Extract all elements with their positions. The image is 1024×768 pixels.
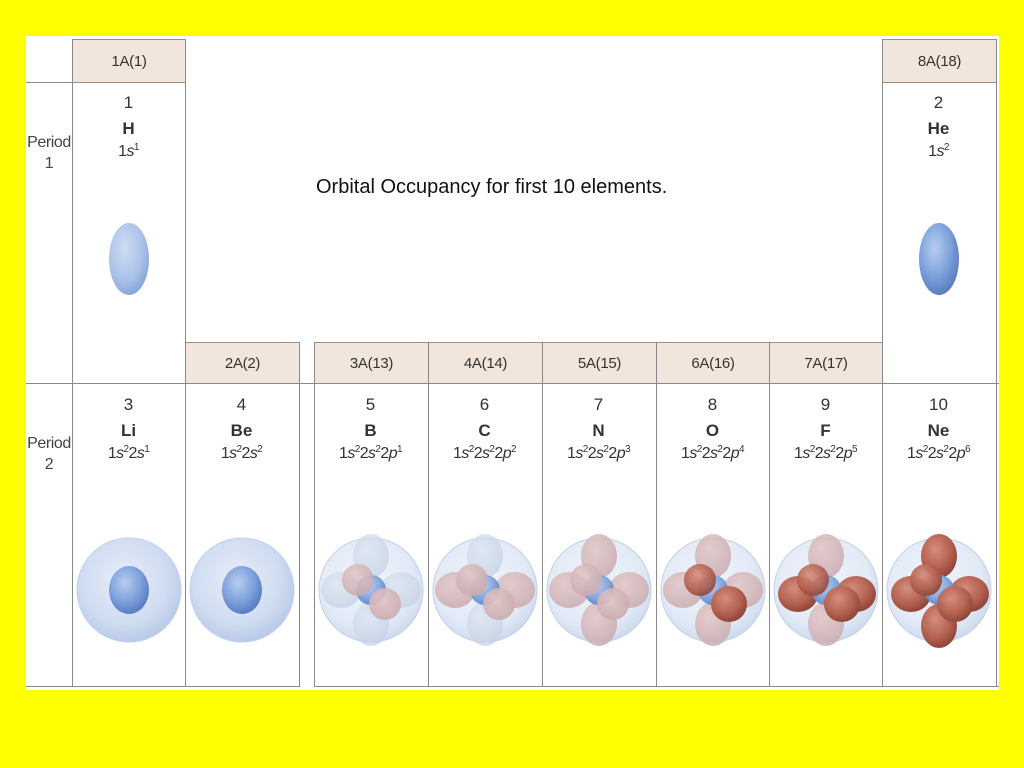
config-electrons: 2 <box>830 444 836 455</box>
group-header-2a: 2A(2) <box>185 342 300 384</box>
orbital-1s-h <box>107 221 151 297</box>
config-electrons: 2 <box>354 444 360 455</box>
divider-v10 <box>996 39 997 687</box>
orbital-diagram-6 <box>428 498 541 678</box>
element-symbol: N <box>592 421 605 440</box>
electron-configuration <box>769 442 882 466</box>
p-orbital-lobe-pz1 <box>456 564 488 596</box>
element-symbol: He <box>927 119 950 138</box>
config-subshell: p <box>956 445 966 462</box>
config-shell: 1 <box>220 445 230 462</box>
p-orbital-lobe-pz2 <box>369 588 401 620</box>
config-shell: 2 <box>701 445 711 462</box>
config-subshell: s <box>229 445 237 462</box>
divider-period2-top <box>26 383 999 384</box>
p-orbital-lobe-pz1 <box>797 564 829 596</box>
element-symbol: Be <box>230 421 253 440</box>
p-orbital-lobe-pz2 <box>824 586 860 622</box>
divider-bottom <box>26 686 300 687</box>
orbital-diagram-3 <box>72 498 185 678</box>
orbital-1s <box>919 223 959 295</box>
atomic-number: 1 <box>123 93 134 112</box>
group-header-1a: 1A(1) <box>72 39 186 83</box>
electron-configuration <box>656 442 769 466</box>
config-subshell: p <box>843 445 853 462</box>
config-shell: 2 <box>473 445 483 462</box>
divider-period1-top <box>26 82 72 83</box>
config-subshell: s <box>126 143 134 160</box>
config-subshell: s <box>710 445 718 462</box>
config-shell: 1 <box>339 445 348 462</box>
p-orbital-lobe-pz2 <box>711 586 747 622</box>
config-shell: 2 <box>835 445 844 462</box>
config-subshell: p <box>730 445 740 462</box>
config-electrons: 2 <box>582 444 588 455</box>
config-electrons: 2 <box>809 444 815 455</box>
electron-configuration <box>72 442 185 466</box>
orbital-1s-he <box>917 221 961 297</box>
group-header-8a: 8A(18) <box>882 39 997 83</box>
atomic-number: 6 <box>479 395 490 414</box>
element-cell-ne <box>882 394 995 466</box>
config-subshell: p <box>388 445 398 462</box>
atomic-number: 2 <box>933 93 944 112</box>
p-orbital-lobe-pz1 <box>570 564 602 596</box>
config-shell: 1 <box>907 445 916 462</box>
config-electrons: 2 <box>123 444 129 455</box>
electron-configuration <box>314 442 427 466</box>
config-electrons: 2 <box>922 444 928 455</box>
period-1-label: Period 1 <box>27 134 71 172</box>
p-orbital-lobe-pz1 <box>342 564 374 596</box>
p-orbital-lobe-pz2 <box>597 588 629 620</box>
config-subshell: s <box>461 445 469 462</box>
element-symbol: O <box>705 421 720 440</box>
config-subshell: s <box>249 445 258 462</box>
config-electrons: 2 <box>511 444 516 455</box>
config-shell: 1 <box>928 143 937 160</box>
electron-configuration <box>428 442 541 466</box>
config-shell: 2 <box>927 445 937 462</box>
orbital-1s-core <box>109 566 149 614</box>
electron-configuration <box>542 442 655 466</box>
config-shell: 2 <box>722 445 731 462</box>
config-electrons: 2 <box>943 444 949 455</box>
config-subshell: s <box>802 445 810 462</box>
config-subshell: s <box>689 445 697 462</box>
orbital-1s-core <box>222 566 262 614</box>
config-subshell: s <box>575 445 583 462</box>
config-electrons: 2 <box>717 444 723 455</box>
config-electrons: 2 <box>603 444 609 455</box>
config-electrons: 2 <box>489 444 495 455</box>
atomic-number: 3 <box>123 395 134 414</box>
element-cell-c <box>428 394 541 466</box>
group-header-6a: 6A(16) <box>656 342 770 384</box>
p-orbital-lobe-pz1 <box>684 564 716 596</box>
config-shell: 2 <box>587 445 597 462</box>
group-header-7a: 7A(17) <box>769 342 883 384</box>
group-header-3a: 3A(13) <box>314 342 429 384</box>
config-electrons: 3 <box>625 444 630 455</box>
config-shell: 1 <box>107 445 117 462</box>
p-orbital-lobe-pz1 <box>910 564 942 596</box>
config-electrons: 2 <box>257 444 263 455</box>
config-electrons: 6 <box>965 444 970 455</box>
config-shell: 2 <box>359 445 369 462</box>
config-electrons: 1 <box>144 444 150 455</box>
element-symbol: H <box>122 119 135 138</box>
config-shell: 1 <box>453 445 462 462</box>
electron-configuration <box>72 140 185 164</box>
config-shell: 2 <box>608 445 617 462</box>
orbital-diagram-10 <box>882 498 995 678</box>
element-cell-n <box>542 394 655 466</box>
page-title: Orbital Occupancy for first 10 elements. <box>316 176 668 198</box>
config-shell: 1 <box>118 143 127 160</box>
config-shell: 1 <box>681 445 690 462</box>
orbital-diagram-8 <box>656 498 769 678</box>
orbital-1s <box>109 223 149 295</box>
orbital-diagram-5 <box>314 498 427 678</box>
config-electrons: 1 <box>133 142 139 153</box>
atomic-number: 8 <box>707 395 718 414</box>
config-subshell: s <box>936 445 944 462</box>
config-subshell: s <box>823 445 831 462</box>
electron-configuration <box>882 442 995 466</box>
config-electrons: 4 <box>739 444 744 455</box>
config-electrons: 2 <box>943 142 949 153</box>
atomic-number: 9 <box>820 395 831 414</box>
config-shell: 2 <box>128 445 137 462</box>
config-electrons: 2 <box>375 444 381 455</box>
orbital-diagram-9 <box>769 498 882 678</box>
divider-v3 <box>299 342 300 687</box>
element-cell-o <box>656 394 769 466</box>
config-shell: 2 <box>241 445 250 462</box>
config-shell: 2 <box>814 445 824 462</box>
config-shell: 2 <box>948 445 957 462</box>
config-subshell: s <box>368 445 376 462</box>
electron-configuration <box>185 442 298 466</box>
config-subshell: p <box>616 445 626 462</box>
element-cell-h <box>72 92 185 164</box>
config-subshell: s <box>596 445 604 462</box>
config-subshell: p <box>502 445 512 462</box>
config-shell: 1 <box>794 445 803 462</box>
config-electrons: 2 <box>236 444 242 455</box>
element-cell-be <box>185 394 298 466</box>
element-cell-f <box>769 394 882 466</box>
element-symbol: C <box>478 421 491 440</box>
config-subshell: s <box>116 445 124 462</box>
config-electrons: 5 <box>852 444 857 455</box>
config-shell: 1 <box>567 445 576 462</box>
atomic-number: 4 <box>236 395 247 414</box>
config-subshell: s <box>936 143 944 160</box>
element-symbol: Li <box>120 421 137 440</box>
config-subshell: s <box>347 445 355 462</box>
atomic-number: 5 <box>365 395 376 414</box>
orbital-diagram-7 <box>542 498 655 678</box>
element-symbol: F <box>820 421 831 440</box>
config-subshell: s <box>482 445 490 462</box>
element-symbol: Ne <box>927 421 950 440</box>
electron-configuration <box>882 140 995 164</box>
config-electrons: 2 <box>696 444 702 455</box>
element-cell-b <box>314 394 427 466</box>
config-shell: 2 <box>494 445 503 462</box>
p-orbital-lobe-pz2 <box>937 586 973 622</box>
atomic-number: 10 <box>929 395 948 414</box>
atomic-number: 7 <box>593 395 604 414</box>
config-electrons: 1 <box>397 444 402 455</box>
config-shell: 2 <box>380 445 389 462</box>
config-subshell: s <box>915 445 923 462</box>
element-symbol: B <box>364 421 377 440</box>
group-header-4a: 4A(14) <box>428 342 543 384</box>
p-orbital-lobe-pz2 <box>483 588 515 620</box>
config-electrons: 2 <box>468 444 474 455</box>
element-cell-he <box>882 92 995 164</box>
config-subshell: s <box>136 445 145 462</box>
period-2-label: Period 2 <box>27 435 71 473</box>
element-cell-li <box>72 394 185 466</box>
periodic-table-panel <box>26 36 999 690</box>
group-header-5a: 5A(15) <box>542 342 657 384</box>
orbital-diagram-4 <box>185 498 298 678</box>
